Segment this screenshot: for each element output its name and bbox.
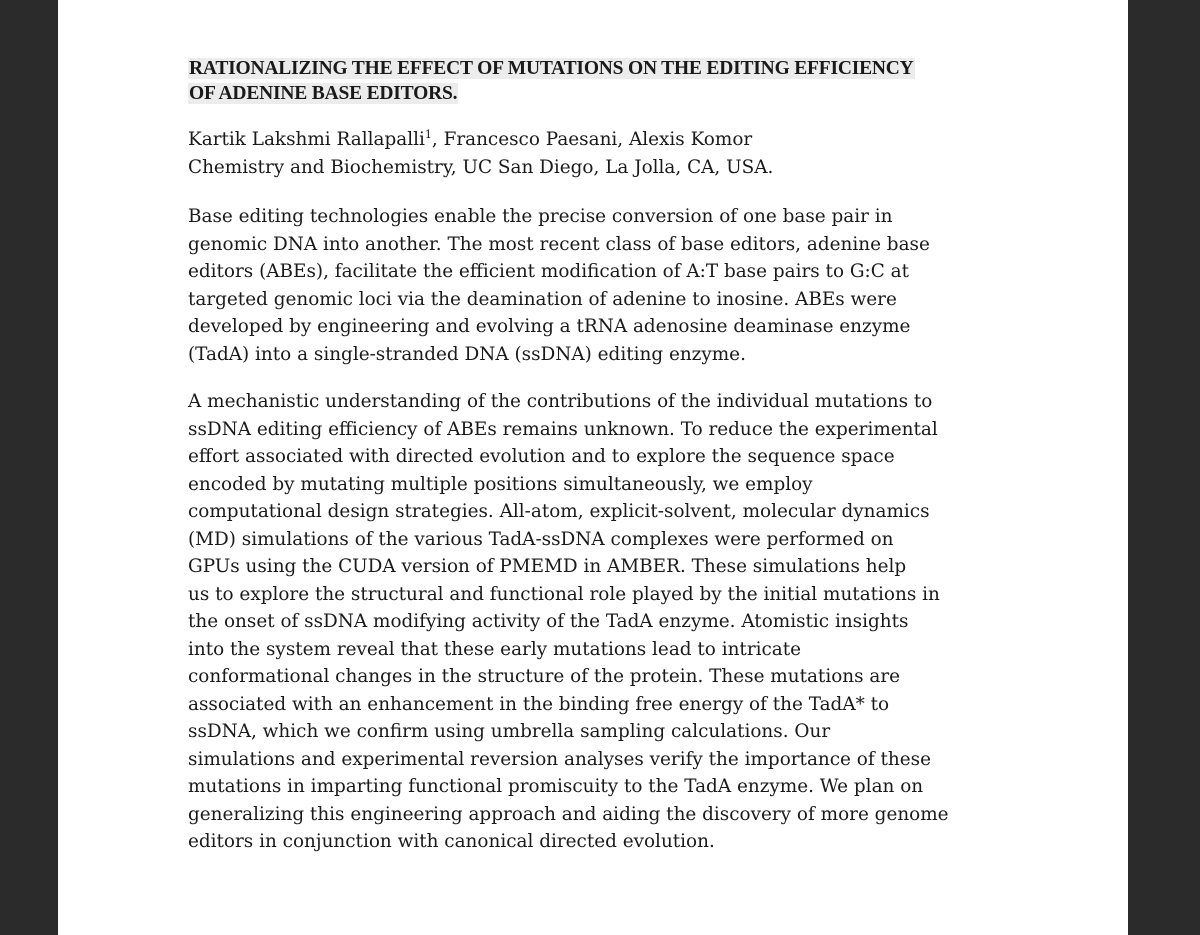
text-line: into the system reveal that these early mutations lead to intricate (188, 638, 802, 660)
text-line: simulations and experimental reversion analyses verify the importance of these (188, 748, 931, 770)
title-line: OF ADENINE BASE EDITORS. (189, 83, 458, 104)
text-line: GPUs using the CUDA version of PMEMD in AMBER. These simulations help (188, 556, 907, 577)
text-line: encoded by mutating multiple positions simultaneously, we employ (188, 473, 813, 495)
text-line: editors in conjunction with canonical directed evolution. (188, 831, 715, 852)
text-line: us to explore the structural and functional role played by the initial mutations in (188, 583, 940, 605)
abstract-title (188, 56, 1008, 106)
document-page (58, 0, 1128, 935)
text-line: (MD) simulations of the various TadA-ssDNA complexes were performed on (188, 528, 894, 550)
text-line: developed by engineering and evolving a tRNA adenosine deaminase enzyme (188, 316, 911, 337)
title-line: RATIONALIZING THE EFFECT OF MUTATIONS ON THE EDITING EFFICIENCY (189, 58, 914, 79)
text-line: ssDNA, which we confirm using umbrella sampling calculations. Our (188, 721, 831, 742)
abstract-paragraph-1 (188, 203, 1008, 368)
text-line: associated with an enhancement in the binding free energy of the TadA* to (188, 693, 890, 715)
text-line: genomic DNA into another. The most recent class of base editors, adenine base (188, 233, 930, 255)
text-line: Base editing technologies enable the precise conversion of one base pair in (188, 206, 893, 227)
text-line: (TadA) into a single-stranded DNA (ssDNA) editing enzyme. (188, 343, 746, 365)
text-line: generalizing this engineering approach and aiding the discovery of more genome (188, 803, 949, 825)
author-affiliation: Chemistry and Biochemistry, UC San Diego, La Jolla, CA, USA. (188, 156, 774, 178)
text-line: conformational changes in the structure of the protein. These mutations are (188, 666, 901, 687)
abstract-content (188, 56, 1008, 876)
text-line: targeted genomic loci via the deamination of adenine to inosine. ABEs were (188, 288, 897, 310)
text-line: effort associated with directed evolution and to explore the sequence space (188, 446, 895, 467)
abstract-paragraph-2 (188, 388, 1008, 856)
affiliation-superscript: 1 (424, 128, 432, 141)
author-names: Kartik Lakshmi Rallapalli$^1$, Francesco Paesani, Alexis Komor (188, 128, 753, 150)
text-line: A mechanistic understanding of the contributions of the individual mutations to (188, 391, 933, 412)
text-line: editors (ABEs), facilitate the efficient modification of A:T base pairs to G:C at (188, 261, 910, 282)
author-block (188, 126, 1008, 181)
text-line: mutations in imparting functional promiscuity to the TadA enzyme. We plan on (188, 776, 924, 797)
text-line: the onset of ssDNA modifying activity of the TadA enzyme. Atomistic insights (188, 611, 909, 632)
text-line: computational design strategies. All-atom, explicit-solvent, molecular dynamics (188, 501, 930, 522)
text-line: ssDNA editing efficiency of ABEs remains unknown. To reduce the experimental (188, 418, 938, 440)
